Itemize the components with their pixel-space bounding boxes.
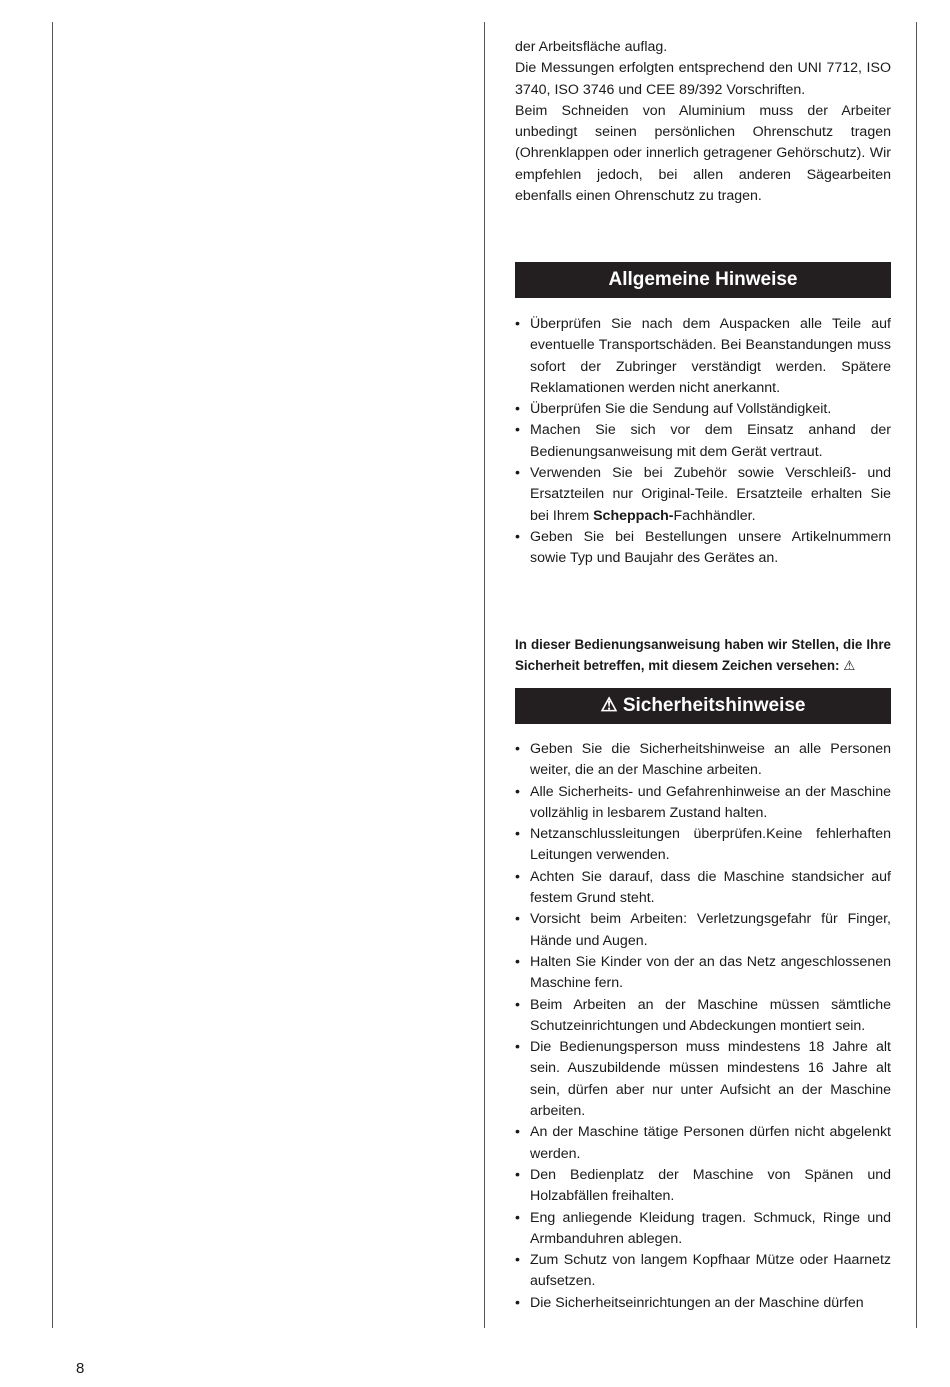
warning-triangle-icon: ⚠ <box>843 658 856 674</box>
list-item: • Zum Schutz von langem Kopfhaar Mütze oder Haarnetz aufsetzen. <box>515 1250 891 1293</box>
general-notes-list <box>515 314 891 570</box>
list-item <box>515 463 891 527</box>
intro-line: Die Messungen erfolgten entsprechend den UNI 7712, ISO 3740, ISO 3746 und CEE 89/392 Vorschriften. <box>515 60 891 98</box>
list-item: • An der Maschine tätige Personen dürfen nicht abgelenkt werden. <box>515 1122 891 1165</box>
intro-line: der Arbeitsfläche auflag. <box>515 39 668 55</box>
list-item: • Eng anliegende Kleidung tragen. Schmuck, Ringe und Armbanduhren ablegen. <box>515 1208 891 1251</box>
safety-symbol-note <box>515 634 891 677</box>
note-text: In dieser Bedienungsanweisung haben wir Stellen, die Ihre Sicherheit betreffen, mit diesem Zeichen versehen: <box>515 637 891 674</box>
safety-heading <box>515 688 891 724</box>
list-item: • Machen Sie sich vor dem Einsatz anhand der Bedienungsanweisung mit dem Gerät vertraut. <box>515 420 891 463</box>
list-item: • Beim Arbeiten an der Maschine müssen sämtliche Schutzeinrichtungen und Abdeckungen montiert sein. <box>515 995 891 1038</box>
list-item: • Die Sicherheitseinrichtungen an der Maschine dürfen <box>515 1293 891 1314</box>
right-margin-rule <box>916 22 917 1328</box>
warning-triangle-icon: ⚠ <box>600 695 618 716</box>
parts-text-end: Fachhändler. <box>673 507 756 524</box>
list-item: • Netzanschlussleitungen überprüfen.Keine fehlerhaften Leitungen verwenden. <box>515 824 891 867</box>
parts-text: Verwenden Sie bei Zubehör sowie Verschleiß- und Ersatzteilen nur Original-Teile. Ersatzteile erhalten Sie bei Ihrem <box>530 465 891 524</box>
column-divider-rule <box>484 22 485 1328</box>
list-item: • Geben Sie bei Bestellungen unsere Artikelnummern sowie Typ und Baujahr des Gerätes an. <box>515 527 891 570</box>
intro-text <box>515 37 891 207</box>
list-item: • Die Bedienungsperson muss mindestens 18 Jahre alt sein. Auszubildende müssen mindestens 16 Jahre alt sein, dürfen aber nur unter Aufsicht an der Maschine arbeiten. <box>515 1037 891 1122</box>
intro-line: Beim Schneiden von Aluminium muss der Arbeiter unbedingt seinen persönlichen Ohrenschutz tragen (Ohrenklappen oder innerlich getragener Gehörschutz). Wir empfehlen jedoch, bei allen anderen Sägearbeiten ebenfalls einen Ohrenschutz zu tragen. <box>515 102 891 205</box>
list-item: • Den Bedienplatz der Maschine von Spänen und Holzabfällen freihalten. <box>515 1165 891 1208</box>
list-item: • Halten Sie Kinder von der an das Netz angeschlossenen Maschine fern. <box>515 952 891 995</box>
general-notes-heading: Allgemeine Hinweise <box>515 262 891 298</box>
left-margin-rule <box>52 22 53 1328</box>
list-item: • Alle Sicherheits- und Gefahrenhinweise an der Maschine vollzählig in lesbarem Zustand halten. <box>515 782 891 825</box>
list-item: • Achten Sie darauf, dass die Maschine standsicher auf festem Grund steht. <box>515 867 891 910</box>
list-item: • Geben Sie die Sicherheitshinweise an alle Personen weiter, die an der Maschine arbeiten. <box>515 739 891 782</box>
page-number: 8 <box>76 1360 85 1377</box>
list-item: • Überprüfen Sie die Sendung auf Vollständigkeit. <box>515 399 891 420</box>
list-item: • Vorsicht beim Arbeiten: Verletzungsgefahr für Finger, Hände und Augen. <box>515 909 891 952</box>
safety-heading-text: Sicherheitshinweise <box>622 695 806 716</box>
list-item: • Überprüfen Sie nach dem Auspacken alle Teile auf eventuelle Transportschäden. Bei Beanstandungen muss sofort der Zubringer verständigt werden. Spätere Reklamationen werden nicht anerkannt. <box>515 314 891 399</box>
brand-name: Scheppach- <box>593 507 674 524</box>
safety-list <box>515 739 891 1314</box>
